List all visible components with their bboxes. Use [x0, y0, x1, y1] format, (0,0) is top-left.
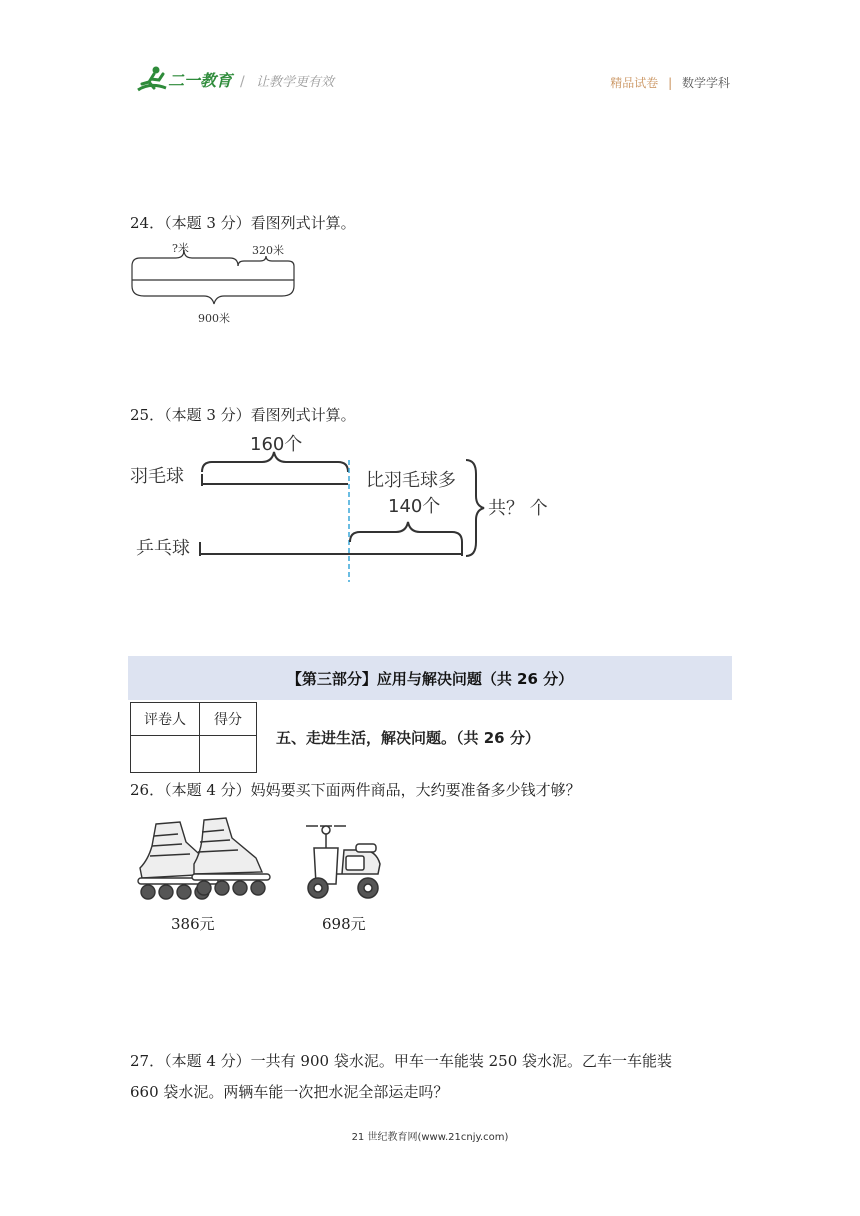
score-table-grader-cell[interactable]	[131, 736, 200, 773]
header-tag-quality: 精品试卷	[610, 76, 659, 90]
header-separator: |	[668, 76, 673, 90]
score-table-grader-header: 评卷人	[131, 703, 200, 736]
q25-more-value: 140个	[388, 496, 441, 517]
score-table-score-header: 得分	[200, 703, 257, 736]
page-footer: 21 世纪教育网(www.21cnjy.com)	[351, 1132, 509, 1143]
score-table-score-cell[interactable]	[200, 736, 257, 773]
q24-total-brace	[132, 286, 294, 304]
scooter-price: 698元	[322, 915, 366, 933]
q25-total-brace	[466, 460, 484, 556]
skates-price: 386元	[171, 915, 215, 933]
brand-name: 二一教育	[168, 71, 233, 90]
q25-row1-label: 羽毛球	[130, 466, 184, 487]
q25-row1-brace	[202, 452, 348, 472]
score-table	[130, 702, 257, 773]
header-divider: /	[240, 74, 245, 90]
section-3-header	[128, 656, 732, 700]
q25-more-label: 比羽毛球多	[366, 470, 456, 491]
runner-logo-icon	[138, 67, 166, 91]
question-24: 24．（本题 3 分）看图列式计算。	[130, 214, 356, 232]
q25-row1-value: 160个	[250, 434, 303, 455]
q25-total-label: 共？ 个	[488, 498, 548, 519]
brand-slogan: 让教学更有效	[256, 75, 335, 90]
q24-unknown-label: ?米	[172, 242, 189, 255]
part-5-title: 五、走进生活，解决问题。（共 26 分）	[276, 729, 540, 747]
q24-segment-diagram	[126, 240, 306, 332]
header-logo	[132, 62, 347, 98]
header-subject	[610, 74, 730, 91]
q24-total-label: 900米	[198, 312, 230, 325]
scooter-icon	[296, 814, 388, 906]
q25-row2-label: 乒乓球	[136, 538, 190, 559]
q25-more-brace	[350, 522, 462, 542]
question-26: 26．（本题 4 分）妈妈要买下面两件商品，大约要准备多少钱才够？	[130, 781, 581, 799]
skates-icon	[134, 814, 274, 906]
section-3-title: 【第三部分】应用与解决问题（共 26 分）	[286, 669, 574, 688]
question-25: 25．（本题 3 分）看图列式计算。	[130, 406, 356, 424]
q25-segment-diagram	[126, 430, 566, 590]
header-tag-subject: 数学学科	[681, 76, 730, 90]
question-27-line1: 27．（本题 4 分）一共有 900 袋水泥。甲车一车能装 250 袋水泥。乙车一车能装	[130, 1052, 673, 1070]
q24-part-label: 320米	[252, 244, 284, 257]
q24-part-brace	[238, 256, 294, 266]
question-27-line2: 660 袋水泥。两辆车能一次把水泥全部运走吗？	[130, 1083, 449, 1101]
